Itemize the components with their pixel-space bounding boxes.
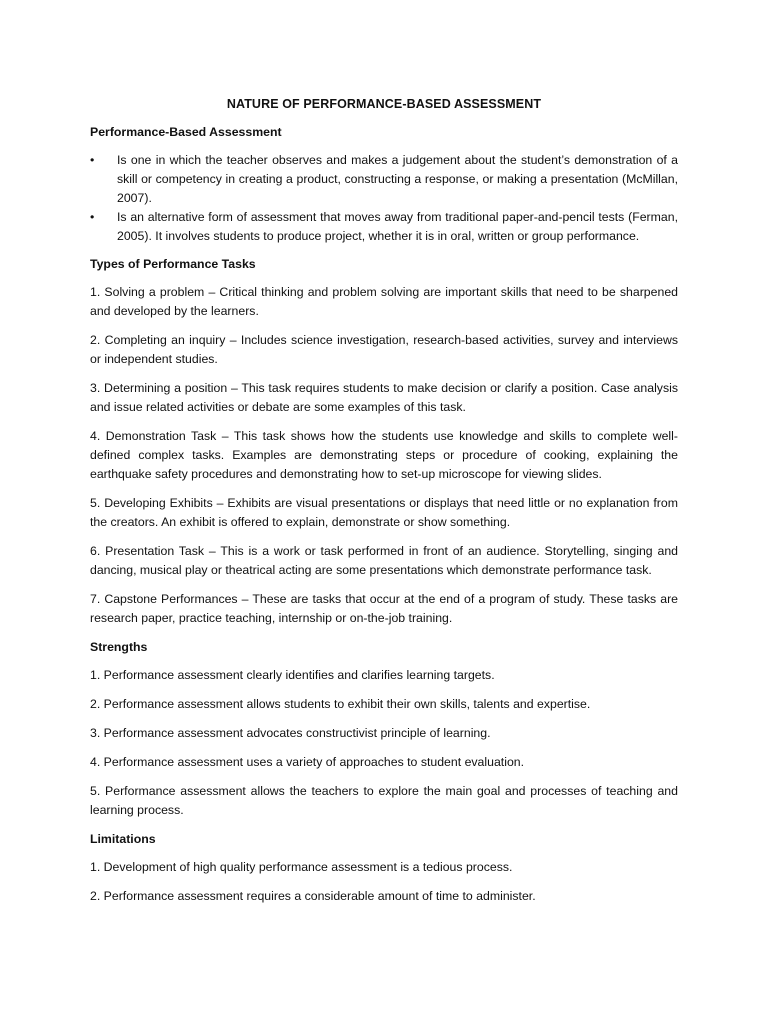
strengths-heading: Strengths <box>90 640 148 654</box>
task-type-item: 7. Capstone Performances – These are tasks that occur at the end of a program of study. These tasks are research paper, practice teaching, internship or on-the-job training. <box>90 592 678 625</box>
bullet-glyph: • <box>90 153 95 167</box>
limitation-item: 1. Development of high quality performance assessment is a tedious process. <box>90 860 513 874</box>
bullet-text: Is one in which the teacher observes and makes a judgement about the student’s demonstration of a skill or competency in creating a product, constructing a response, or making a presentation (McMillan, 2007). <box>117 153 678 205</box>
bullet-item <box>90 151 678 208</box>
strength-item: 1. Performance assessment clearly identifies and clarifies learning targets. <box>90 668 495 682</box>
definition-bullet-list <box>90 151 678 246</box>
task-type-item: 6. Presentation Task – This is a work or task performed in front of an audience. Storytelling, singing and dancing, musical play or theatrical acting are some presentations which demonstrate performance task. <box>90 544 678 577</box>
task-type-item: 5. Developing Exhibits – Exhibits are visual presentations or displays that need little or no explanation from the creators. An exhibit is offered to explain, demonstrate or show something. <box>90 496 678 529</box>
limitation-item: 2. Performance assessment requires a considerable amount of time to administer. <box>90 889 536 903</box>
task-type-item: 4. Demonstration Task – This task shows how the students use knowledge and skills to complete well-defined complex tasks. Examples are demonstrating steps or procedure of cooking, explaining the earthquake safety procedures and demonstrating how to set-up microscope for viewing slides. <box>90 429 678 481</box>
bullet-item <box>90 208 678 246</box>
document-page <box>90 95 678 916</box>
strength-item: 3. Performance assessment advocates constructivist principle of learning. <box>90 726 491 740</box>
intro-heading: Performance-Based Assessment <box>90 125 282 139</box>
types-heading: Types of Performance Tasks <box>90 257 256 271</box>
bullet-glyph: • <box>90 210 95 224</box>
strength-item: 4. Performance assessment uses a variety of approaches to student evaluation. <box>90 755 525 769</box>
task-type-item: 3. Determining a position – This task requires students to make decision or clarify a position. Case analysis and issue related activities or debate are some examples of this task. <box>90 381 678 414</box>
task-type-item: 2. Completing an inquiry – Includes science investigation, research-based activities, survey and interviews or independent studies. <box>90 333 678 366</box>
limitations-heading: Limitations <box>90 832 156 846</box>
bullet-text: Is an alternative form of assessment that moves away from traditional paper-and-pencil tests (Ferman, 2005). It involves students to produce project, whether it is in oral, written or group performance. <box>117 210 678 243</box>
page-title: NATURE OF PERFORMANCE-BASED ASSESSMENT <box>226 97 542 111</box>
strength-item: 5. Performance assessment allows the teachers to explore the main goal and processes of teaching and learning process. <box>90 784 678 817</box>
strength-item: 2. Performance assessment allows students to exhibit their own skills, talents and expertise. <box>90 697 591 711</box>
task-type-item: 1. Solving a problem – Critical thinking and problem solving are important skills that need to be sharpened and developed by the learners. <box>90 285 678 318</box>
